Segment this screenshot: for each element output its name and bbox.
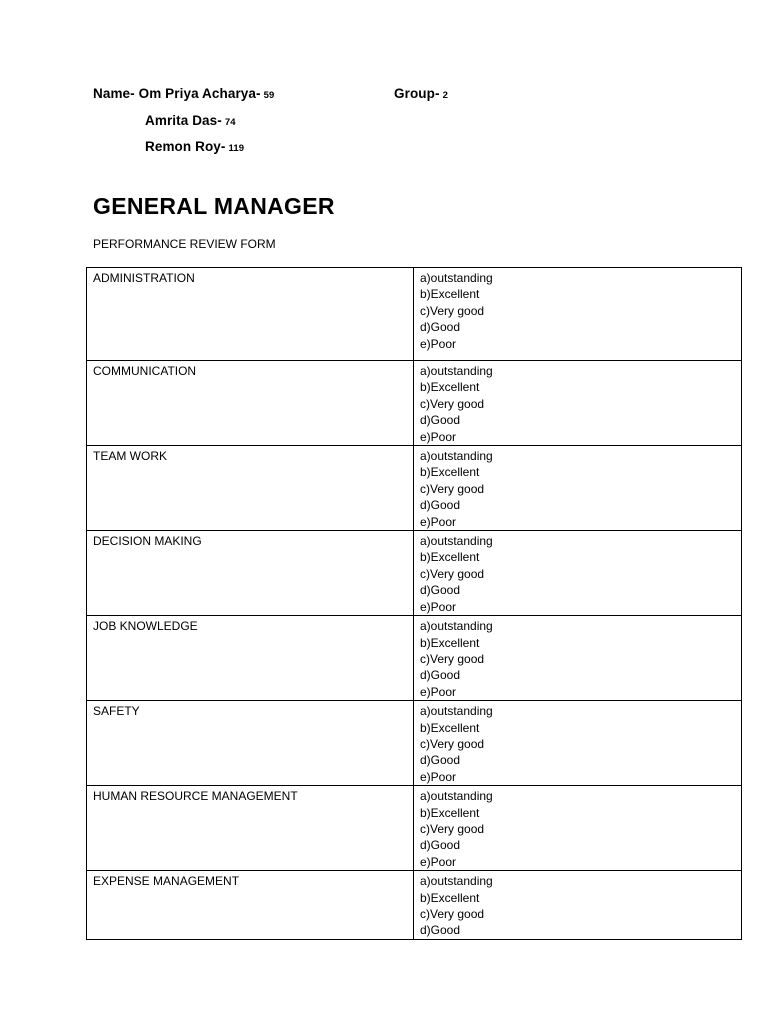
rating-options-cell (414, 786, 742, 871)
rating-option[interactable]: c)Very good (420, 821, 485, 836)
rating-option[interactable]: e)Poor (420, 769, 457, 784)
rating-option[interactable]: a)outstanding (420, 449, 493, 464)
criterion-cell: COMMUNICATION (87, 361, 414, 446)
rating-option[interactable]: b)Excellent (420, 465, 480, 480)
rating-options-cell (414, 268, 742, 361)
rating-option[interactable]: d)Good (420, 753, 461, 768)
member-name: Name- Om Priya Acharya- (93, 86, 261, 101)
rating-option[interactable]: b)Excellent (420, 890, 480, 905)
rating-option[interactable]: d)Good (420, 320, 461, 335)
review-row (87, 268, 742, 361)
member-name: Remon Roy- (145, 139, 226, 154)
rating-option[interactable]: d)Good (420, 413, 461, 428)
criterion-cell: HUMAN RESOURCE MANAGEMENT (87, 786, 414, 871)
review-row (87, 361, 742, 446)
criterion-cell: EXPENSE MANAGEMENT (87, 871, 414, 940)
rating-option[interactable]: e)Poor (420, 336, 457, 351)
member-line-3 (145, 139, 244, 154)
review-table (86, 267, 742, 940)
criterion-cell: DECISION MAKING (87, 531, 414, 616)
rating-option[interactable]: c)Very good (420, 481, 485, 496)
member-name: Amrita Das- (145, 113, 222, 128)
review-row (87, 786, 742, 871)
rating-option[interactable]: a)outstanding (420, 534, 493, 549)
member-line-1 (93, 86, 274, 101)
rating-option[interactable]: e)Poor (420, 684, 457, 699)
rating-option[interactable]: b)Excellent (420, 805, 480, 820)
rating-option[interactable]: d)Good (420, 838, 461, 853)
rating-option[interactable]: c)Very good (420, 736, 485, 751)
member-line-2 (145, 113, 236, 128)
rating-option[interactable]: e)Poor (420, 854, 457, 869)
rating-option[interactable]: a)outstanding (420, 364, 493, 378)
member-roll-number: 74 (224, 117, 236, 128)
rating-option[interactable]: c)Very good (420, 566, 485, 581)
criterion-cell: JOB KNOWLEDGE (87, 616, 414, 701)
review-row (87, 701, 742, 786)
rating-option[interactable]: b)Excellent (420, 287, 480, 302)
rating-option[interactable]: d)Good (420, 498, 461, 513)
rating-option[interactable]: b)Excellent (420, 720, 480, 735)
rating-option[interactable]: b)Excellent (420, 550, 480, 565)
rating-options-cell (414, 616, 742, 701)
group-number: 2 (442, 90, 448, 101)
group-line (394, 86, 448, 101)
rating-options-cell (414, 361, 742, 446)
rating-option[interactable]: d)Good (420, 583, 461, 598)
rating-option[interactable]: a)outstanding (420, 271, 493, 285)
rating-option[interactable]: a)outstanding (420, 789, 493, 804)
rating-option[interactable]: e)Poor (420, 599, 457, 614)
group-label: Group- (394, 86, 440, 101)
rating-option[interactable]: a)outstanding (420, 874, 493, 889)
member-roll-number: 119 (228, 143, 245, 154)
page-title: GENERAL MANAGER (93, 193, 335, 219)
review-row (87, 446, 742, 531)
rating-options-cell (414, 701, 742, 786)
rating-option[interactable]: c)Very good (420, 396, 485, 411)
review-row (87, 616, 742, 701)
form-subtitle: PERFORMANCE REVIEW FORM (93, 237, 276, 251)
rating-options-cell (414, 871, 742, 940)
criterion-cell: SAFETY (87, 701, 414, 786)
rating-option[interactable]: a)outstanding (420, 704, 493, 719)
rating-option[interactable]: d)Good (420, 668, 461, 683)
rating-option[interactable]: b)Excellent (420, 635, 480, 650)
rating-option[interactable]: b)Excellent (420, 380, 480, 395)
rating-option[interactable]: a)outstanding (420, 619, 493, 634)
criterion-cell: TEAM WORK (87, 446, 414, 531)
rating-option[interactable]: e)Poor (420, 429, 457, 444)
rating-option[interactable]: c)Very good (420, 303, 485, 318)
rating-option[interactable]: c)Very good (420, 651, 485, 666)
member-roll-number: 59 (263, 90, 275, 101)
criterion-cell: ADMINISTRATION (87, 268, 414, 361)
rating-options-cell (414, 531, 742, 616)
rating-option[interactable]: c)Very good (420, 907, 485, 921)
review-row (87, 871, 742, 940)
rating-option[interactable]: d)Good (420, 923, 461, 938)
rating-options-cell (414, 446, 742, 531)
review-table-body (87, 268, 742, 940)
review-row (87, 531, 742, 616)
rating-option[interactable]: e)Poor (420, 514, 457, 529)
